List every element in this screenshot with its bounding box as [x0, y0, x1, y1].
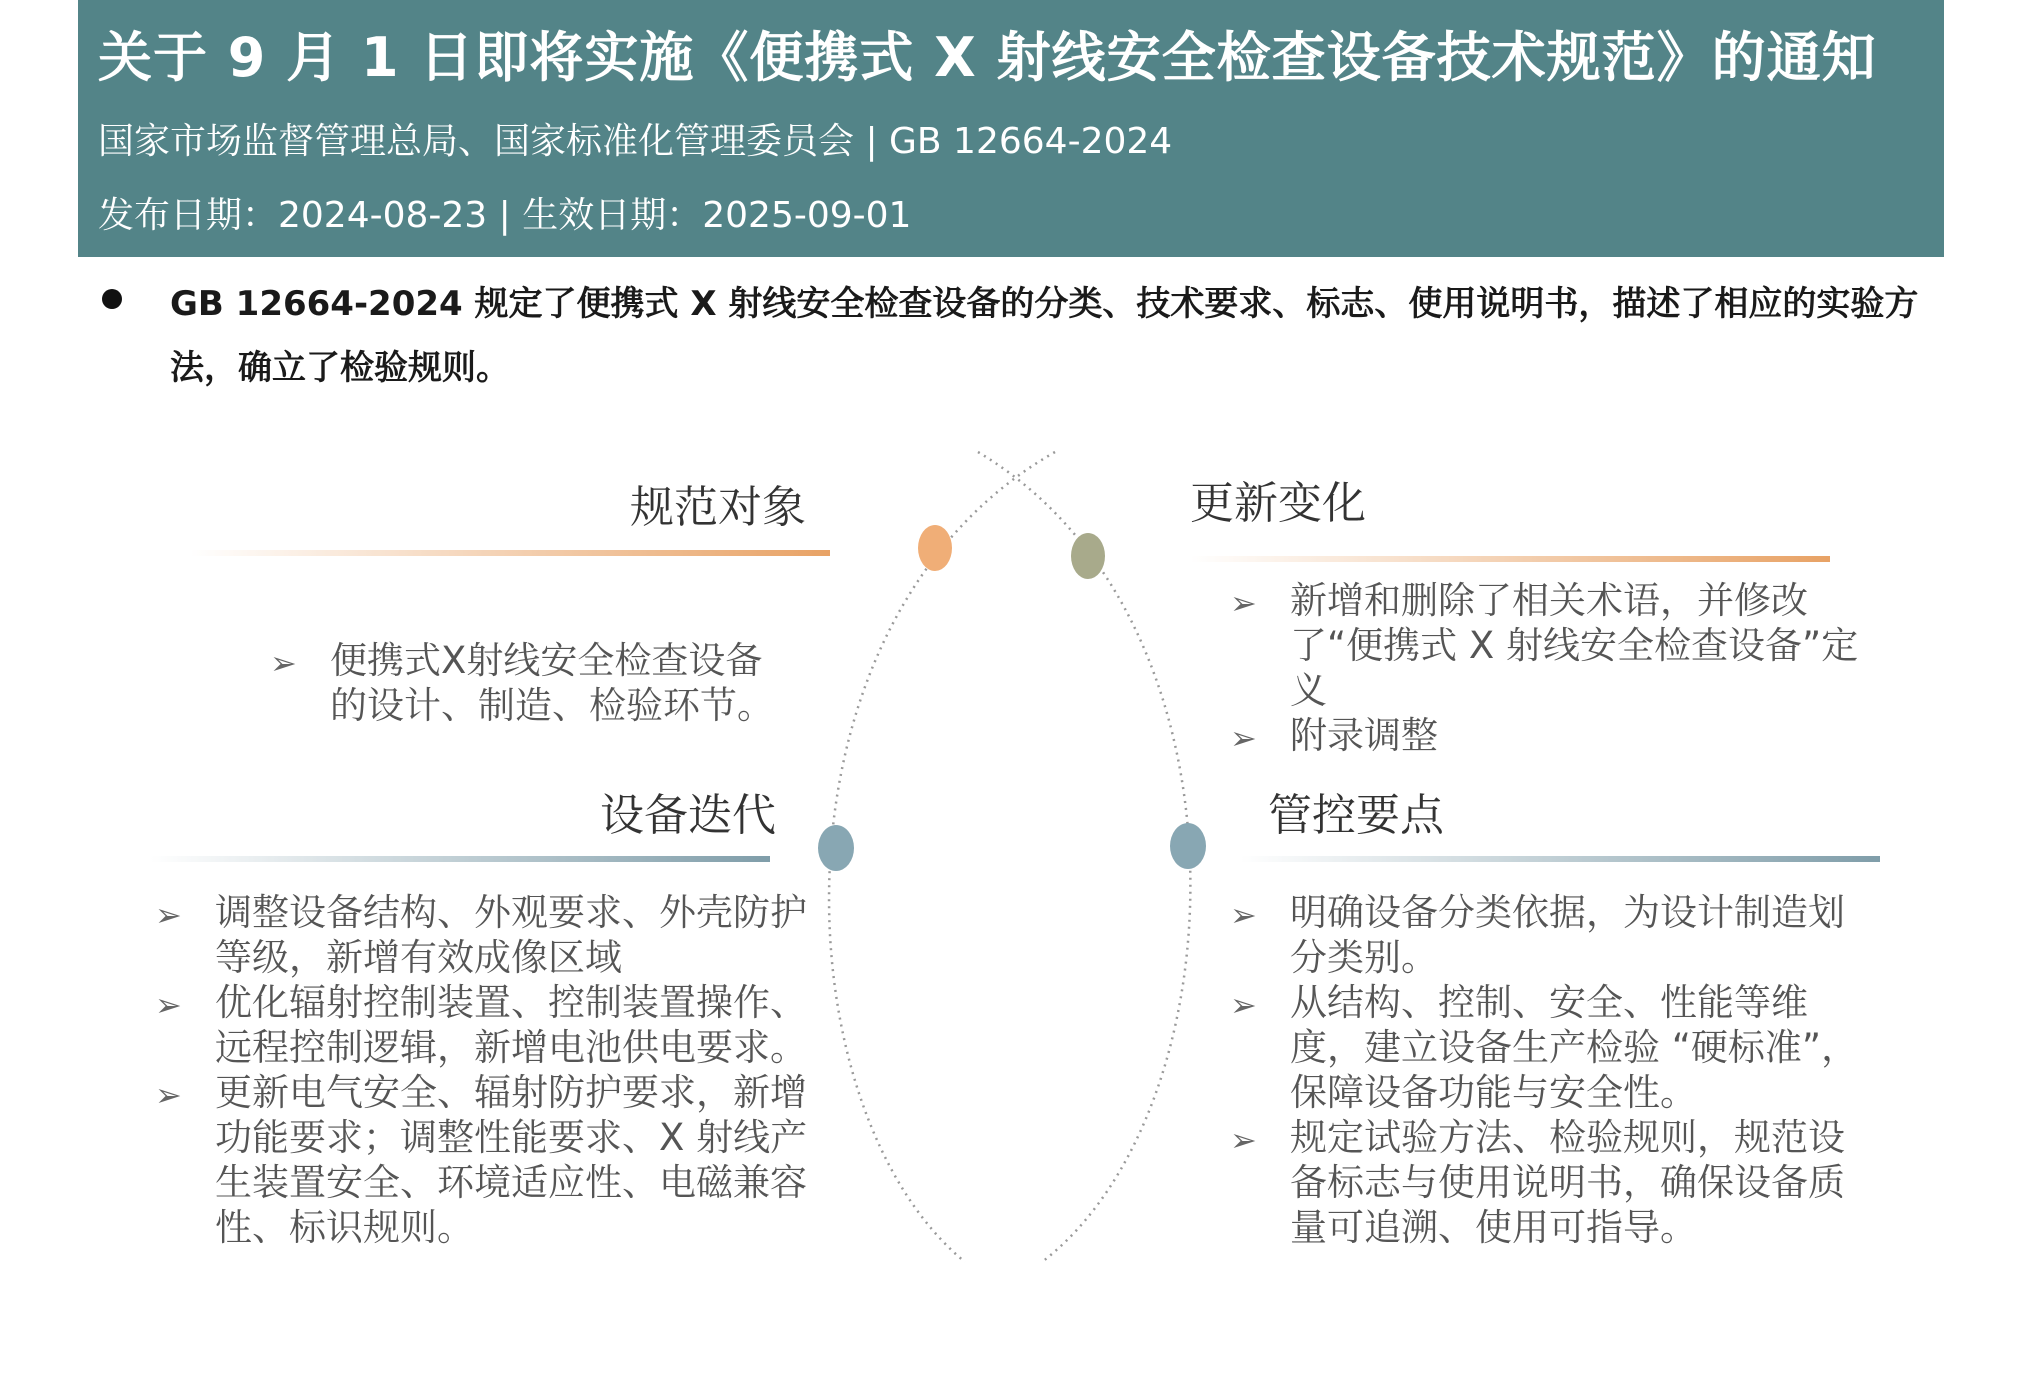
arrow-head-icon: ➢: [155, 896, 182, 934]
olive-dot: [1071, 533, 1105, 579]
changes-list: [1230, 578, 1880, 758]
list-item: ➢ 明确设备分类依据，为设计制造划分类别。: [1230, 891, 1845, 979]
orange-dot: [918, 525, 952, 571]
list-item: ➢ 新增和删除了相关术语，并修改了“便携式 X 射线安全检查设备”定义: [1230, 579, 1859, 712]
iteration-list: [155, 890, 815, 1250]
list-item: ➢ 优化辐射控制装置、控制装置操作、远程控制逻辑，新增电池供电要求。: [155, 981, 807, 1069]
dotted-arcs: [829, 452, 1190, 1262]
arrow-head-icon: ➢: [1230, 584, 1257, 622]
list-item: ➢ 规定试验方法、检验规则，规范设备标志与使用说明书，确保设备质量可追溯、使用可指导。: [1230, 1116, 1845, 1249]
section-title-scope: 规范对象: [630, 482, 806, 533]
scope-rule: [190, 550, 830, 556]
arrow-head-icon: ➢: [1230, 896, 1257, 934]
page-title: 关于 9 月 1 日即将实施《便携式 X 射线安全检查设备技术规范》的通知: [98, 26, 1877, 89]
arrow-head-icon: ➢: [270, 644, 297, 682]
left-blue-dot: [818, 825, 854, 871]
arrow-head-icon: ➢: [1230, 719, 1257, 757]
section-title-control: 管控要点: [1268, 790, 1444, 841]
iteration-rule: [150, 856, 770, 862]
control-list: [1230, 890, 1880, 1250]
arrow-head-icon: ➢: [1230, 986, 1257, 1024]
right-blue-dot: [1170, 823, 1206, 869]
list-item: ➢ 从结构、控制、安全、性能等维度，建立设备生产检验 “硬标准”，保障设备功能与安全性。: [1230, 981, 1859, 1114]
changes-rule: [1190, 556, 1830, 562]
list-item: ➢ 附录调整: [1230, 713, 1880, 758]
dates-line: 发布日期：2024-08-23 | 生效日期：2025-09-01: [98, 195, 912, 236]
list-item: ➢ 便携式X射线安全检查设备的设计、制造、检验环节。: [270, 639, 774, 727]
issuers-line: 国家市场监督管理总局、国家标准化管理委员会 | GB 12664-2024: [98, 121, 1173, 162]
section-title-changes: 更新变化: [1190, 478, 1366, 529]
list-item: ➢ 更新电气安全、辐射防护要求，新增功能要求；调整性能要求、X 射线产生装置安全、环境适应性、电磁兼容性、标识规则。: [155, 1071, 808, 1249]
summary-text: GB 12664-2024 规定了便携式 X 射线安全检查设备的分类、技术要求、标志、使用说明书，描述了相应的实验方法，确立了检验规则。: [170, 284, 1919, 388]
list-item: ➢ 调整设备结构、外观要求、外壳防护等级，新增有效成像区域: [155, 891, 807, 979]
arrow-head-icon: ➢: [1230, 1121, 1257, 1159]
arrow-head-icon: ➢: [155, 986, 182, 1024]
scope-list: [270, 638, 790, 728]
left-arc: [829, 452, 1055, 1262]
arrow-head-icon: ➢: [155, 1076, 182, 1114]
section-title-iteration: 设备迭代: [600, 790, 776, 841]
control-rule: [1240, 856, 1880, 862]
